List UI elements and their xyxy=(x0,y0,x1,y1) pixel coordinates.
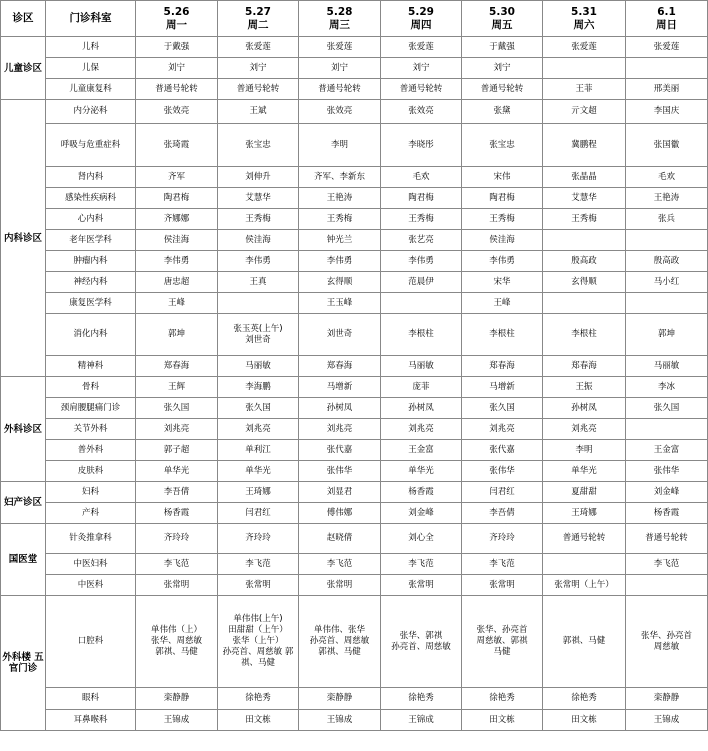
table-row xyxy=(1,596,708,688)
doctor-cell: 郑春海 xyxy=(136,356,218,377)
table-row xyxy=(1,79,708,100)
doctor-cell: 宋伟 xyxy=(462,167,543,188)
doctor-cell: 李飞范 xyxy=(462,554,543,575)
doctor-cell: 张效亮 xyxy=(381,100,462,124)
doctor-cell: 刘兆亮 xyxy=(136,419,218,440)
dept-cell: 产科 xyxy=(46,503,136,524)
doctor-cell: 王菲 xyxy=(543,79,626,100)
doctor-cell: 刘金峰 xyxy=(381,503,462,524)
doctor-cell: 王琦娜 xyxy=(218,482,299,503)
doctor-cell: 刘金峰 xyxy=(626,482,708,503)
doctor-cell: 王金富 xyxy=(381,440,462,461)
doctor-cell: 赵晓倩 xyxy=(299,524,381,554)
doctor-cell: 王辉 xyxy=(136,377,218,398)
doctor-cell: 玄得顺 xyxy=(543,272,626,293)
dept-cell: 中医妇科 xyxy=(46,554,136,575)
doctor-cell: 单华光 xyxy=(543,461,626,482)
day-header: 5.29 周四 xyxy=(381,1,462,37)
table-row xyxy=(1,230,708,251)
doctor-cell: 刘宁 xyxy=(218,58,299,79)
doctor-cell: 王真 xyxy=(218,272,299,293)
doctor-cell: 张久国 xyxy=(462,398,543,419)
doctor-cell: 张爱莲 xyxy=(299,37,381,58)
doctor-cell: 李飞范 xyxy=(626,554,708,575)
doctor-cell xyxy=(543,554,626,575)
doctor-cell: 单伟伟、张华 孙亮首、周慈敏 郭祺、马健 xyxy=(299,596,381,688)
doctor-cell: 李根柱 xyxy=(462,314,543,356)
doctor-cell: 张久国 xyxy=(218,398,299,419)
doctor-cell: 夏甜甜 xyxy=(543,482,626,503)
doctor-cell: 孙树凤 xyxy=(543,398,626,419)
zone-cell: 外科诊区 xyxy=(1,377,46,482)
doctor-cell: 张黛 xyxy=(462,100,543,124)
doctor-cell xyxy=(543,230,626,251)
doctor-cell: 张久国 xyxy=(626,398,708,419)
doctor-cell: 刘兆亮 xyxy=(218,419,299,440)
table-row xyxy=(1,440,708,461)
doctor-cell: 张宝忠 xyxy=(218,124,299,167)
doctor-cell: 王秀梅 xyxy=(462,209,543,230)
doctor-cell: 刘宁 xyxy=(136,58,218,79)
doctor-cell: 刘兆亮 xyxy=(299,419,381,440)
day-header: 6.1 周日 xyxy=(626,1,708,37)
doctor-cell: 张琦霞 xyxy=(136,124,218,167)
doctor-cell: 王艳涛 xyxy=(299,188,381,209)
doctor-cell: 李飞范 xyxy=(136,554,218,575)
doctor-cell: 闫君红 xyxy=(462,482,543,503)
day-header: 5.30 周五 xyxy=(462,1,543,37)
doctor-cell: 刘宁 xyxy=(381,58,462,79)
dept-cell: 心内科 xyxy=(46,209,136,230)
doctor-cell: 李伟勇 xyxy=(136,251,218,272)
doctor-cell: 王锦成 xyxy=(299,710,381,731)
doctor-cell: 普通号轮转 xyxy=(626,524,708,554)
zone-cell: 内科诊区 xyxy=(1,100,46,377)
dept-cell: 眼科 xyxy=(46,688,136,710)
doctor-cell: 刘世奇 xyxy=(299,314,381,356)
doctor-cell: 张伟华 xyxy=(626,461,708,482)
doctor-cell: 张爱莲 xyxy=(218,37,299,58)
table-row xyxy=(1,37,708,58)
doctor-cell: 艾慧华 xyxy=(543,188,626,209)
doctor-cell xyxy=(543,58,626,79)
doctor-cell: 陶君梅 xyxy=(462,188,543,209)
doctor-cell: 单伟伟(上午) 田甜甜（上午） 张华（上午） 孙亮首、周慈敏 郭祺、马健 xyxy=(218,596,299,688)
doctor-cell: 毛欢 xyxy=(626,167,708,188)
table-row xyxy=(1,356,708,377)
doctor-cell: 徐艳秀 xyxy=(381,688,462,710)
dept-cell: 儿科 xyxy=(46,37,136,58)
doctor-cell: 张爱莲 xyxy=(626,37,708,58)
table-row xyxy=(1,124,708,167)
dept-cell: 颈肩腰腿痛门诊 xyxy=(46,398,136,419)
doctor-cell: 郑春海 xyxy=(543,356,626,377)
doctor-cell: 刘心全 xyxy=(381,524,462,554)
doctor-cell: 庞菲 xyxy=(381,377,462,398)
doctor-cell: 王艳涛 xyxy=(626,188,708,209)
doctor-cell: 张艺亮 xyxy=(381,230,462,251)
table-row xyxy=(1,575,708,596)
doctor-cell: 郭坤 xyxy=(626,314,708,356)
doctor-cell: 张晶晶 xyxy=(543,167,626,188)
doctor-cell xyxy=(626,419,708,440)
doctor-cell: 李伟勇 xyxy=(462,251,543,272)
doctor-cell: 郭坤 xyxy=(136,314,218,356)
zone-cell: 妇产诊区 xyxy=(1,482,46,524)
doctor-cell: 张伟华 xyxy=(299,461,381,482)
doctor-cell: 孙树凤 xyxy=(299,398,381,419)
dept-cell: 老年医学科 xyxy=(46,230,136,251)
doctor-cell: 邢美丽 xyxy=(626,79,708,100)
doctor-cell: 张爱莲 xyxy=(381,37,462,58)
dept-header: 门诊科室 xyxy=(46,1,136,37)
dept-cell: 感染性疾病科 xyxy=(46,188,136,209)
doctor-cell: 王振 xyxy=(543,377,626,398)
doctor-cell: 钟光兰 xyxy=(299,230,381,251)
doctor-cell: 马增新 xyxy=(462,377,543,398)
doctor-cell: 杨香霞 xyxy=(136,503,218,524)
doctor-cell: 马增新 xyxy=(299,377,381,398)
doctor-cell: 张国徽 xyxy=(626,124,708,167)
day-header: 5.31 周六 xyxy=(543,1,626,37)
dept-cell: 皮肤科 xyxy=(46,461,136,482)
doctor-cell: 侯洼海 xyxy=(136,230,218,251)
doctor-cell: 唐忠超 xyxy=(136,272,218,293)
doctor-cell: 刘宁 xyxy=(299,58,381,79)
doctor-cell: 单利江 xyxy=(218,440,299,461)
doctor-cell: 齐军、李新东 xyxy=(299,167,381,188)
doctor-cell: 李根柱 xyxy=(381,314,462,356)
doctor-cell: 张华、郭祺 孙亮首、周慈敏 xyxy=(381,596,462,688)
table-row xyxy=(1,554,708,575)
table-row xyxy=(1,503,708,524)
doctor-cell: 陶君梅 xyxy=(381,188,462,209)
doctor-cell: 傅伟娜 xyxy=(299,503,381,524)
doctor-cell: 范晨伊 xyxy=(381,272,462,293)
doctor-cell: 田文栋 xyxy=(462,710,543,731)
table-row xyxy=(1,314,708,356)
doctor-cell: 玄得顺 xyxy=(299,272,381,293)
dept-cell: 普外科 xyxy=(46,440,136,461)
dept-cell: 肿瘤内科 xyxy=(46,251,136,272)
doctor-cell: 栾静静 xyxy=(136,688,218,710)
doctor-cell: 李伟勇 xyxy=(218,251,299,272)
doctor-cell: 王锦成 xyxy=(381,710,462,731)
doctor-cell: 张华、孙亮首 周慈敏 xyxy=(626,596,708,688)
table-row xyxy=(1,272,708,293)
doctor-cell: 王锦成 xyxy=(136,710,218,731)
dept-cell: 消化内科 xyxy=(46,314,136,356)
doctor-cell: 侯洼海 xyxy=(462,230,543,251)
doctor-cell: 刘宁 xyxy=(462,58,543,79)
doctor-cell: 张玉英(上午) 刘世奇 xyxy=(218,314,299,356)
doctor-cell: 张常明 xyxy=(381,575,462,596)
doctor-cell: 田文栋 xyxy=(543,710,626,731)
doctor-cell: 刘显君 xyxy=(299,482,381,503)
doctor-cell: 艾慧华 xyxy=(218,188,299,209)
doctor-cell: 张效亮 xyxy=(299,100,381,124)
doctor-cell: 李冰 xyxy=(626,377,708,398)
doctor-cell: 郑春海 xyxy=(299,356,381,377)
doctor-cell: 李根柱 xyxy=(543,314,626,356)
header-row xyxy=(1,1,708,37)
doctor-cell: 李明 xyxy=(299,124,381,167)
doctor-cell: 王秀梅 xyxy=(543,209,626,230)
doctor-cell: 徐艳秀 xyxy=(543,688,626,710)
doctor-cell: 马小红 xyxy=(626,272,708,293)
doctor-cell: 张爱莲 xyxy=(543,37,626,58)
doctor-cell: 李伟勇 xyxy=(299,251,381,272)
doctor-cell: 孙树凤 xyxy=(381,398,462,419)
doctor-cell: 刘兆亮 xyxy=(381,419,462,440)
table-row xyxy=(1,461,708,482)
doctor-cell: 王峰 xyxy=(462,293,543,314)
dept-cell: 针灸推拿科 xyxy=(46,524,136,554)
doctor-cell: 李飞范 xyxy=(299,554,381,575)
doctor-cell: 李晓彤 xyxy=(381,124,462,167)
doctor-cell: 王锦成 xyxy=(626,710,708,731)
doctor-cell: 齐玲玲 xyxy=(462,524,543,554)
doctor-cell: 徐艳秀 xyxy=(462,688,543,710)
doctor-cell: 郭祺、马健 xyxy=(543,596,626,688)
doctor-cell: 普通号轮转 xyxy=(543,524,626,554)
doctor-cell: 李海鹏 xyxy=(218,377,299,398)
table-row xyxy=(1,710,708,731)
doctor-cell: 张常明 xyxy=(218,575,299,596)
doctor-cell: 李吾倩 xyxy=(462,503,543,524)
doctor-cell: 郭子超 xyxy=(136,440,218,461)
doctor-cell: 张久国 xyxy=(136,398,218,419)
doctor-cell xyxy=(381,293,462,314)
doctor-cell: 王秀梅 xyxy=(381,209,462,230)
doctor-cell: 单华光 xyxy=(381,461,462,482)
dept-cell: 妇科 xyxy=(46,482,136,503)
doctor-cell: 徐艳秀 xyxy=(218,688,299,710)
zone-header: 诊区 xyxy=(1,1,46,37)
doctor-cell: 张常明（上午） xyxy=(543,575,626,596)
doctor-cell: 王金富 xyxy=(626,440,708,461)
doctor-cell: 陶君梅 xyxy=(136,188,218,209)
doctor-cell: 田文栋 xyxy=(218,710,299,731)
doctor-cell: 普通号轮转 xyxy=(462,79,543,100)
dept-cell: 关节外科 xyxy=(46,419,136,440)
day-header: 5.28 周三 xyxy=(299,1,381,37)
doctor-cell: 李伟勇 xyxy=(381,251,462,272)
doctor-cell: 张常明 xyxy=(299,575,381,596)
doctor-cell: 单华光 xyxy=(218,461,299,482)
doctor-cell: 王峰 xyxy=(136,293,218,314)
doctor-cell: 侯洼海 xyxy=(218,230,299,251)
doctor-cell: 于戴强 xyxy=(136,37,218,58)
doctor-cell: 栾静静 xyxy=(299,688,381,710)
doctor-cell: 张常明 xyxy=(136,575,218,596)
doctor-cell: 王斌 xyxy=(218,100,299,124)
dept-cell: 呼吸与危重症科 xyxy=(46,124,136,167)
doctor-cell: 刘兆亮 xyxy=(543,419,626,440)
dept-cell: 康复医学科 xyxy=(46,293,136,314)
doctor-cell: 普通号轮转 xyxy=(136,79,218,100)
doctor-cell: 冀鹏程 xyxy=(543,124,626,167)
dept-cell: 神经内科 xyxy=(46,272,136,293)
table-row xyxy=(1,398,708,419)
doctor-cell: 宋华 xyxy=(462,272,543,293)
doctor-cell: 亓文超 xyxy=(543,100,626,124)
doctor-cell: 栾静静 xyxy=(626,688,708,710)
doctor-cell: 张兵 xyxy=(626,209,708,230)
doctor-cell: 张华、孙亮首 周慈敏、郭祺 马健 xyxy=(462,596,543,688)
table-row xyxy=(1,167,708,188)
doctor-cell: 刘伸升 xyxy=(218,167,299,188)
day-header: 5.27 周二 xyxy=(218,1,299,37)
doctor-cell: 张效亮 xyxy=(136,100,218,124)
dept-cell: 儿童康复科 xyxy=(46,79,136,100)
table-row xyxy=(1,377,708,398)
dept-cell: 精神科 xyxy=(46,356,136,377)
doctor-cell: 马丽敏 xyxy=(626,356,708,377)
dept-cell: 肾内科 xyxy=(46,167,136,188)
doctor-cell: 张代嘉 xyxy=(462,440,543,461)
doctor-cell: 杨香霞 xyxy=(626,503,708,524)
doctor-cell xyxy=(626,230,708,251)
doctor-cell: 李吾倩 xyxy=(136,482,218,503)
zone-cell: 外科楼 五官门诊 xyxy=(1,596,46,731)
doctor-cell: 单华光 xyxy=(136,461,218,482)
dept-cell: 儿保 xyxy=(46,58,136,79)
zone-cell: 儿童诊区 xyxy=(1,37,46,100)
doctor-cell: 王秀梅 xyxy=(299,209,381,230)
doctor-cell: 于戴强 xyxy=(462,37,543,58)
doctor-cell: 普通号轮转 xyxy=(299,79,381,100)
doctor-cell: 王琦娜 xyxy=(543,503,626,524)
doctor-cell xyxy=(218,293,299,314)
zone-cell: 国医堂 xyxy=(1,524,46,596)
table-row xyxy=(1,100,708,124)
doctor-cell xyxy=(626,293,708,314)
table-row xyxy=(1,293,708,314)
doctor-cell: 张宝忠 xyxy=(462,124,543,167)
table-row xyxy=(1,251,708,272)
doctor-cell: 李飞范 xyxy=(381,554,462,575)
table-row xyxy=(1,58,708,79)
doctor-cell: 王玉峰 xyxy=(299,293,381,314)
doctor-cell: 齐玲玲 xyxy=(218,524,299,554)
doctor-cell: 毛欢 xyxy=(381,167,462,188)
table-row xyxy=(1,688,708,710)
doctor-cell: 李飞范 xyxy=(218,554,299,575)
doctor-cell: 郑春海 xyxy=(462,356,543,377)
doctor-cell: 齐军 xyxy=(136,167,218,188)
day-header: 5.26 周一 xyxy=(136,1,218,37)
table-row xyxy=(1,188,708,209)
doctor-cell: 普通号轮转 xyxy=(218,79,299,100)
doctor-cell: 刘兆亮 xyxy=(462,419,543,440)
doctor-cell xyxy=(626,575,708,596)
dept-cell: 耳鼻喉科 xyxy=(46,710,136,731)
doctor-cell: 张常明 xyxy=(462,575,543,596)
doctor-cell xyxy=(543,293,626,314)
table-row xyxy=(1,524,708,554)
doctor-cell xyxy=(626,58,708,79)
doctor-cell: 闫君红 xyxy=(218,503,299,524)
doctor-cell: 张伟华 xyxy=(462,461,543,482)
doctor-cell: 普通号轮转 xyxy=(381,79,462,100)
doctor-cell: 殷高政 xyxy=(543,251,626,272)
table-row xyxy=(1,482,708,503)
doctor-cell: 王秀梅 xyxy=(218,209,299,230)
doctor-cell: 齐玲玲 xyxy=(136,524,218,554)
doctor-cell: 张代嘉 xyxy=(299,440,381,461)
dept-cell: 口腔科 xyxy=(46,596,136,688)
table-row xyxy=(1,209,708,230)
dept-cell: 中医科 xyxy=(46,575,136,596)
doctor-cell: 杨香霞 xyxy=(381,482,462,503)
doctor-cell: 马丽敏 xyxy=(218,356,299,377)
table-row xyxy=(1,419,708,440)
dept-cell: 内分泌科 xyxy=(46,100,136,124)
doctor-cell: 单伟伟（上） 张华、周慈敏 郭祺、马健 xyxy=(136,596,218,688)
dept-cell: 骨科 xyxy=(46,377,136,398)
doctor-cell: 李国庆 xyxy=(626,100,708,124)
doctor-cell: 齐娜娜 xyxy=(136,209,218,230)
doctor-cell: 李明 xyxy=(543,440,626,461)
doctor-cell: 殷高政 xyxy=(626,251,708,272)
doctor-cell: 马丽敏 xyxy=(381,356,462,377)
